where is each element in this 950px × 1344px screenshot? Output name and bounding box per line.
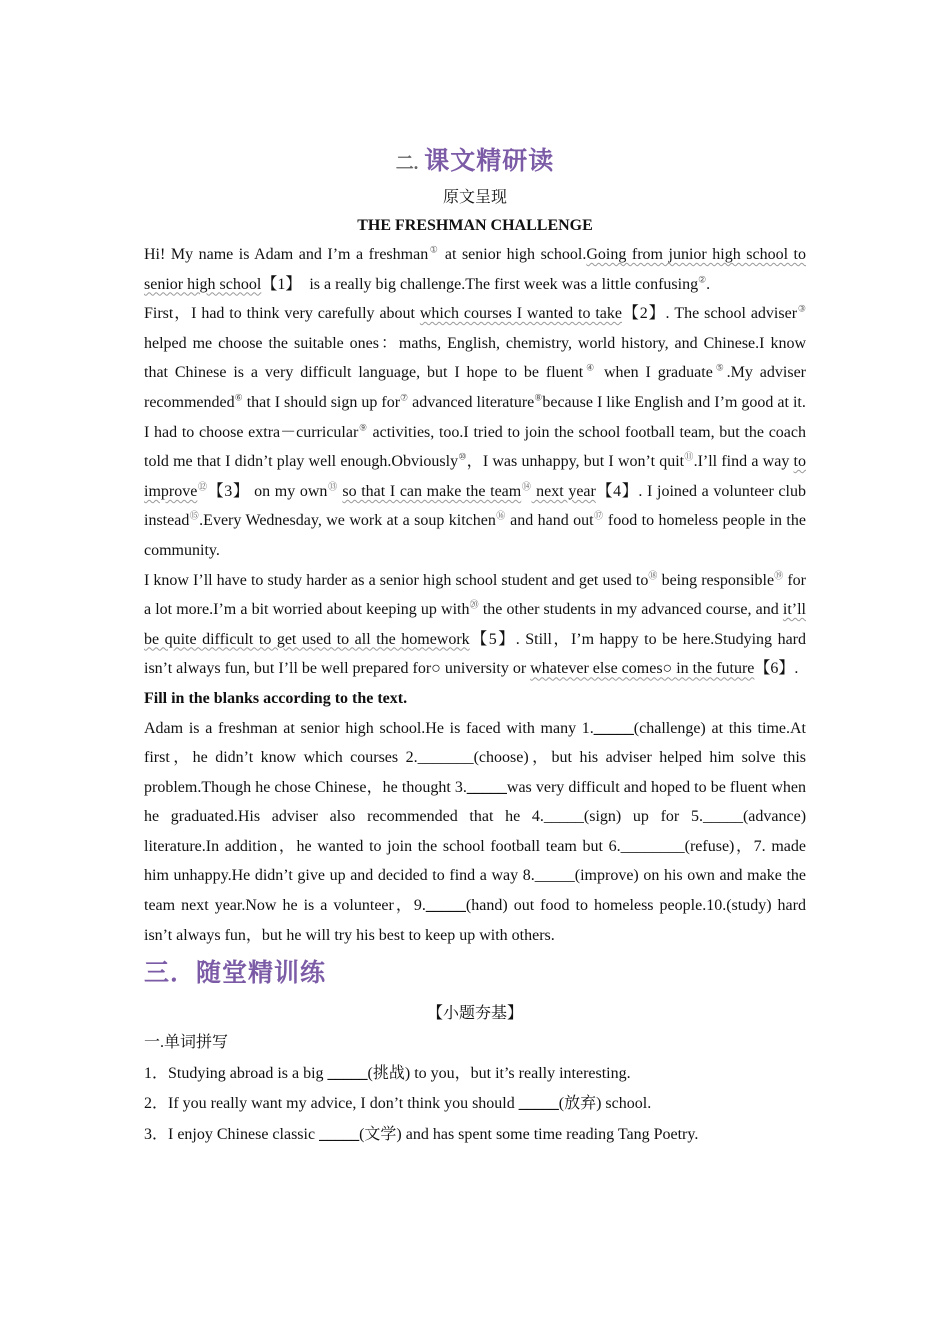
text: 【6】. (754, 660, 799, 678)
text: at senior high school. (439, 246, 587, 263)
note-marker: ⑮ (189, 511, 200, 522)
text: .My adviser recommended (144, 364, 806, 411)
section-2-heading: 课文精研读 (424, 148, 555, 175)
note-marker: ⑧ (534, 392, 543, 403)
fill-in-paragraph (144, 714, 806, 951)
note-marker: ④ (583, 363, 598, 374)
quiz-subheading: 一.单词拼写 (144, 1034, 229, 1052)
quiz-item-1 (144, 1059, 806, 1090)
note-marker: ② (698, 274, 707, 285)
note-marker: ⑭ (521, 481, 532, 492)
answer-blank[interactable]: _____ (543, 808, 584, 826)
text: Hi! My name is Adam and I’m a freshman (144, 246, 429, 263)
paragraph-2 (144, 299, 806, 417)
text: that I should sign up for (242, 393, 401, 411)
text: (挑战) to you，but it’s really interesting. (367, 1064, 631, 1082)
text: 1．Studying abroad is a big (144, 1064, 328, 1082)
text: 3．I enjoy Chinese classic (144, 1125, 320, 1143)
note-marker: ⑥ (234, 392, 243, 403)
section-2-title (144, 140, 806, 184)
answer-blank[interactable]: _____ (425, 897, 466, 915)
text: .Every Wednesday, we work at a soup kitchen (199, 512, 496, 530)
quiz-item-2 (144, 1089, 806, 1120)
text: .I’ll find a way (693, 453, 794, 471)
note-marker: ⑫ (197, 481, 208, 492)
subtitle: 原文呈现 (442, 189, 507, 206)
text: when I graduate (597, 364, 713, 382)
text: 【4】. I joined a volunteer club instead (144, 482, 806, 530)
text: the other students in my advanced course, and (478, 601, 783, 619)
text: 【3】 on my own (207, 482, 328, 500)
passage-title: THE FRESHMAN CHALLENGE (357, 217, 593, 234)
answer-blank[interactable]: _____ (518, 1095, 559, 1113)
text: (challenge) at this time.At first，he didn’t know which courses 2. (144, 719, 806, 767)
note-marker: ⑯ (495, 511, 506, 522)
text: 【2】. The school adviser (622, 305, 798, 323)
note-marker: ⑳ (469, 599, 479, 610)
section-3-title: 三．随堂精训练 (144, 960, 327, 988)
text: (sign) up for 5. (583, 808, 703, 826)
note-marker: ⑬ (327, 481, 338, 492)
text: helped me choose the suitable ones：maths, English, chemistry, world history, and Chinese.I know that Chinese is a very difficult language, but I hope to be fluent (144, 334, 806, 382)
quiz-item-3 (144, 1120, 806, 1151)
text: for a lot more.I’m a bit worried about keeping up with (144, 571, 807, 619)
text: I had to choose extra－curricular (144, 423, 359, 441)
answer-blank[interactable]: _____ (319, 1125, 360, 1143)
text: and hand out (505, 512, 594, 530)
text: (hand) out food to homeless people.10.(study) hard isn’t always fun，but he will try his best to keep up with others. (144, 897, 806, 944)
text: being responsible (657, 571, 775, 589)
note-marker: ⑰ (593, 511, 604, 522)
text: food to homeless people in the community. (144, 512, 806, 559)
key-phrase: to improve (144, 453, 806, 500)
note-marker: ⑨ (358, 422, 368, 433)
answer-blank[interactable]: _____ (534, 867, 575, 885)
text: 【1】 is a really big challenge.The first week was a little confusing (261, 275, 699, 293)
note-marker: ③ (797, 303, 806, 314)
text: . (706, 275, 711, 293)
quiz-heading: 【小题夯基】 (426, 1005, 523, 1023)
text: Adam is a freshman at senior high school.He is faced with many 1. (144, 719, 594, 737)
key-phrase: it’ll be quite difficult to get used to all the homework (144, 601, 806, 648)
paragraph-1 (144, 240, 806, 299)
answer-blank[interactable]: ________ (620, 837, 685, 855)
text: activities, too.I tried to join the school football team, but the coach told me that I didn’t play well enough.Obviously (144, 423, 806, 471)
answer-blank[interactable]: _____ (702, 808, 743, 826)
paragraph-4 (144, 566, 806, 684)
fill-in-heading: Fill in the blanks according to the text. (144, 689, 408, 707)
note-marker: ⑲ (774, 570, 784, 581)
key-phrase: which courses I wanted to take (419, 305, 622, 323)
text: was very difficult and hoped to be fluent when he graduated.His adviser also recommended that he 4. (144, 778, 806, 826)
text: (放弃) school. (558, 1095, 652, 1113)
text: because I like English and I’m good at it. (542, 393, 806, 411)
document-body (144, 140, 806, 1150)
text: (choose)，but his adviser helped him solve this problem.Though he chose Chinese，he thought 3. (144, 749, 806, 796)
section-2-number: 二. (395, 153, 419, 173)
text: (improve) on his own and make the team next year.Now he is a volunteer，9. (144, 867, 806, 915)
text: 2．If you really want my advice, I don’t think you should (144, 1095, 519, 1113)
text: 【5】. Still，I’m happy to be here.Studying hard isn’t always fun, but I’ll be well prepared for○ university or (144, 630, 807, 678)
answer-blank[interactable]: _____ (466, 778, 507, 796)
text: First，I had to think very carefully about (144, 305, 420, 323)
note-marker: ① (428, 244, 440, 255)
text: ，I was unhappy, but I won’t quit (466, 453, 685, 471)
note-marker: ⑱ (648, 570, 658, 581)
answer-blank[interactable]: _______ (417, 749, 474, 767)
key-phrase: so that I can make the team (342, 482, 522, 500)
note-marker: ⑩ (458, 451, 467, 462)
note-marker: ⑤ (712, 363, 727, 374)
answer-blank[interactable]: _____ (327, 1064, 368, 1082)
text: (advance) literature.In addition，he wanted to join the school football team but 6. (144, 808, 807, 855)
key-phrase: Going from junior high school to senior high school (144, 246, 806, 293)
text: (refuse)，7. made him unhappy.He didn’t give up and decided to find a way 8. (144, 837, 806, 885)
text: advanced literature (408, 393, 535, 411)
answer-blank[interactable]: _____ (593, 719, 634, 737)
text: (文学) and has spent some time reading Tang Poetry. (359, 1125, 699, 1143)
text: I know I’ll have to study harder as a senior high school student and get used to (144, 571, 649, 589)
paragraph-3 (144, 418, 806, 566)
key-phrase: next year (531, 482, 596, 500)
note-marker: ⑦ (400, 392, 409, 403)
key-phrase: whatever else comes○ in the future (530, 660, 755, 678)
note-marker: ⑪ (684, 451, 694, 462)
